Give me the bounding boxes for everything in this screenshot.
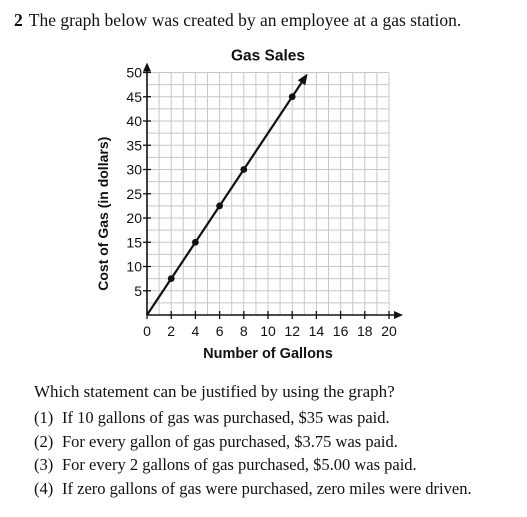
- x-tick-label: 6: [215, 323, 224, 339]
- data-point: [168, 275, 175, 282]
- x-tick-label: 10: [260, 323, 276, 339]
- series-line-arrow: [298, 74, 308, 86]
- y-tick-label: 10: [126, 258, 142, 275]
- answer-choices: [34, 406, 472, 500]
- y-tick-label: 15: [126, 234, 142, 251]
- y-tick-label: 5: [134, 282, 142, 299]
- x-tick-label: 4: [191, 323, 200, 339]
- choice-label: (2): [34, 431, 54, 451]
- choice-text: If zero gallons of gas were purchased, zero miles were driven.: [62, 478, 472, 498]
- y-tick-label: 20: [126, 210, 142, 226]
- answer-choice-2[interactable]: [34, 430, 472, 454]
- answer-choice-1[interactable]: [34, 406, 472, 430]
- data-point: [192, 239, 199, 246]
- x-tick-label: 14: [308, 323, 325, 339]
- question-number: 2: [14, 10, 23, 30]
- y-tick-label: 35: [126, 137, 142, 154]
- data-point: [240, 166, 247, 173]
- x-tick-label: 20: [381, 323, 397, 339]
- y-tick-label: 30: [126, 161, 142, 178]
- question-prompt: Which statement can be justified by using the graph?: [34, 382, 395, 401]
- y-tick-label: 40: [126, 113, 142, 129]
- y-tick-label: 25: [126, 185, 142, 202]
- data-point: [289, 93, 296, 100]
- chart-title: Gas Sales: [230, 47, 306, 65]
- answer-choice-4[interactable]: [34, 477, 472, 501]
- x-tick-label: 16: [332, 323, 349, 339]
- x-tick-label: 12: [284, 323, 300, 339]
- x-tick-label: 2: [167, 323, 176, 339]
- choice-label: (1): [34, 408, 54, 427]
- x-tick-label: 8: [239, 323, 248, 339]
- question-text: The graph below was created by an employee at a gas station.: [28, 10, 462, 30]
- y-axis-arrow: [143, 63, 151, 72]
- answer-choice-3[interactable]: [34, 453, 472, 477]
- choice-label: (3): [34, 455, 54, 474]
- choice-text: For every gallon of gas purchased, $3.75 was paid.: [62, 431, 398, 451]
- x-tick-label: 0: [143, 323, 151, 339]
- y-tick-label: 50: [126, 64, 142, 81]
- x-axis-arrow: [394, 311, 403, 319]
- x-tick-label: 18: [357, 323, 373, 339]
- choice-label: (4): [34, 478, 54, 498]
- y-axis-label: Cost of Gas (in dollars): [95, 136, 111, 291]
- y-tick-label: 45: [126, 88, 142, 105]
- choice-text: If 10 gallons of gas was purchased, $35 was paid.: [62, 408, 390, 427]
- data-point: [216, 202, 223, 209]
- x-axis-label: Number of Gallons: [203, 346, 333, 362]
- choice-text: For every 2 gallons of gas purchased, $5.00 was paid.: [62, 455, 417, 474]
